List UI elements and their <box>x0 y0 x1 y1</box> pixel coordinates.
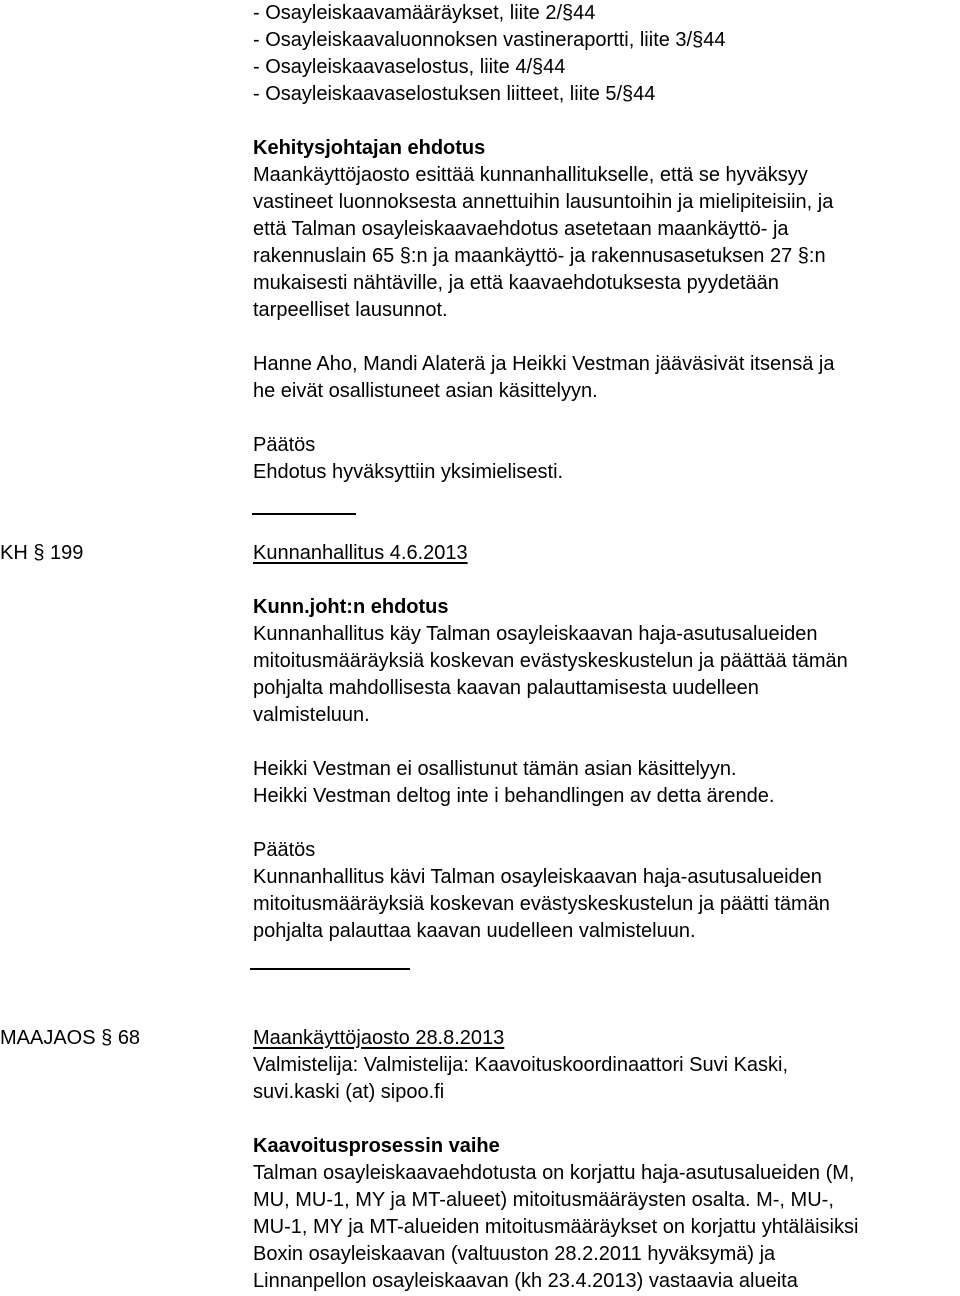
proposal-line: että Talman osayleiskaavaehdotus asetetaan maankäyttö- ja <box>253 218 789 240</box>
stage-heading: Kaavoitusprosessin vaihe <box>253 1135 500 1157</box>
proposal-line: mitoitusmääräyksiä koskevan evästyskeskustelun ja päättää tämän <box>253 650 848 672</box>
appendix-item: - Osayleiskaavamääräykset, liite 2/§44 <box>253 2 596 24</box>
section-label: MAAJAOS § 68 <box>0 1027 141 1049</box>
preparer-line: Valmistelija: Valmistelija: Kaavoituskoordinaattori Suvi Kaski, <box>253 1054 789 1076</box>
proposal-line: tarpeelliset lausunnot. <box>253 299 448 321</box>
appendix-item: - Osayleiskaavaselostus, liite 4/§44 <box>253 56 566 78</box>
section-divider <box>252 513 356 515</box>
proposal-line: rakennuslain 65 §:n ja maankäyttö- ja rakennusasetuksen 27 §:n <box>253 245 826 267</box>
decision-line: pohjalta palauttaa kaavan uudelleen valmisteluun. <box>253 920 696 942</box>
proposal-heading: Kehitysjohtajan ehdotus <box>253 137 486 159</box>
meeting-title: Kunnanhallitus 4.6.2013 <box>253 542 468 564</box>
proposal-line: mukaisesti nähtäville, ja että kaavaehdotuksesta pyydetään <box>253 272 779 294</box>
decision-text: Ehdotus hyväksyttiin yksimielisesti. <box>253 461 564 483</box>
stage-line: Boxin osayleiskaavan (valtuuston 28.2.2011 hyväksymä) ja <box>253 1243 776 1265</box>
proposal-line: valmisteluun. <box>253 704 370 726</box>
stage-line: Linnanpellon osayleiskaavan (kh 23.4.2013) vastaavia alueita <box>253 1270 798 1292</box>
proposal-line: pohjalta mahdollisesta kaavan palauttamisesta uudelleen <box>253 677 759 699</box>
proposal-line: vastineet luonnoksesta annettuihin lausuntoihin ja mielipiteisiin, ja <box>253 191 834 213</box>
meeting-title: Maankäyttöjaosto 28.8.2013 <box>253 1027 505 1049</box>
decision-line: Kunnanhallitus kävi Talman osayleiskaavan haja-asutusalueiden <box>253 866 822 888</box>
proposal-line: Kunnanhallitus käy Talman osayleiskaavan haja-asutusalueiden <box>253 623 818 645</box>
note-line: Heikki Vestman ei osallistunut tämän asian käsittelyyn. <box>253 758 737 780</box>
disqualification-line: Hanne Aho, Mandi Alaterä ja Heikki Vestman jääväsivät itsensä ja <box>253 353 835 375</box>
section-divider <box>250 968 410 970</box>
appendix-item: - Osayleiskaavaselostuksen liitteet, liite 5/§44 <box>253 83 656 105</box>
stage-line: Talman osayleiskaavaehdotusta on korjattu haja-asutusalueiden (M, <box>253 1162 855 1184</box>
stage-line: MU-1, MY ja MT-alueiden mitoitusmääräykset on korjattu yhtäläisiksi <box>253 1216 859 1238</box>
appendix-item: - Osayleiskaavaluonnoksen vastineraportti, liite 3/§44 <box>253 29 726 51</box>
proposal-line: Maankäyttöjaosto esittää kunnanhallitukselle, että se hyväksyy <box>253 164 808 186</box>
stage-line: MU, MU-1, MY ja MT-alueet) mitoitusmääräysten osalta. M-, MU-, <box>253 1189 834 1211</box>
decision-line: mitoitusmääräyksiä koskevan evästyskeskustelun ja päätti tämän <box>253 893 830 915</box>
decision-heading: Päätös <box>253 839 316 861</box>
note-line: Heikki Vestman deltog inte i behandlingen av detta ärende. <box>253 785 775 807</box>
section-label: KH § 199 <box>0 542 84 564</box>
preparer-line: suvi.kaski (at) sipoo.fi <box>253 1081 445 1103</box>
disqualification-line: he eivät osallistuneet asian käsittelyyn. <box>253 380 598 402</box>
proposal-heading: Kunn.joht:n ehdotus <box>253 596 449 618</box>
decision-heading: Päätös <box>253 434 316 456</box>
